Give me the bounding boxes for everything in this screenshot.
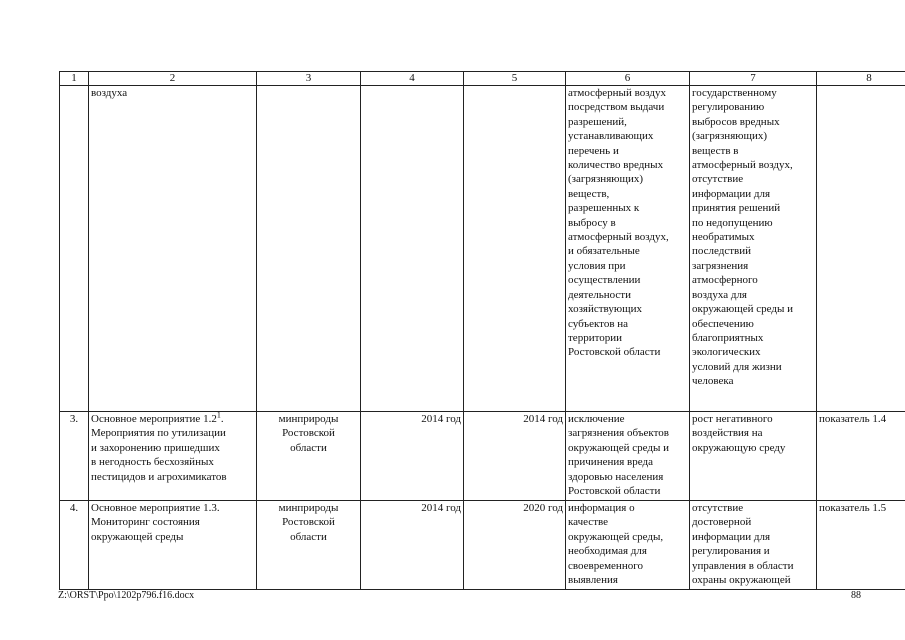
col-header: 7 [690, 72, 817, 86]
col-header: 5 [464, 72, 566, 86]
expected-result: атмосферный воздух посредством выдачи разрешений, устанавливающих перечень и количество вредных (загрязняющих) веществ, разрешенных к выбросу в атмосферный воздух, и обязательные условия при осуществлении деятельности хозяйствующих субъектов на территории Ростовской области [566, 86, 690, 412]
measure-title: Основное мероприятие 1.2 [91, 413, 217, 425]
col-header: 6 [566, 72, 690, 86]
end-year: 2014 год [464, 412, 566, 501]
measure-name: воздуха [89, 86, 257, 412]
expected-result: информация о качестве окружающей среды, необходимая для своевременного выявления [566, 501, 690, 590]
row-number: 3. [60, 412, 89, 501]
col-header: 8 [817, 72, 905, 86]
table-row [60, 86, 905, 412]
indicator-link: показатель 1.4 [817, 412, 905, 501]
indicator-link: показатель 1.5 [817, 501, 905, 590]
start-year [361, 86, 464, 412]
measure-name [89, 412, 257, 501]
row-number [60, 86, 89, 412]
col-header: 3 [257, 72, 361, 86]
table-row [60, 501, 905, 590]
end-year: 2020 год [464, 501, 566, 590]
col-header: 1 [60, 72, 89, 86]
indicator-link [817, 86, 905, 412]
responsible-executor: минприроды Ростовской области [257, 412, 361, 501]
footer-file-path: Z:\ORST\Ppo\1202p796.f16.docx [58, 590, 195, 601]
col-header: 4 [361, 72, 464, 86]
col-header: 2 [89, 72, 257, 86]
non-implementation-consequences: государственному регулированию выбросов вредных (загрязняющих) веществ в атмосферный воздух, отсутствие информации для принятия решений по недопущению необратимых последствий загрязнения атмосферного воздуха для окружающей среды и обеспечению благоприятных экологических условий для жизни человека [690, 86, 817, 412]
row-number: 4. [60, 501, 89, 590]
measure-name: Основное мероприятие 1.3. Мониторинг состояния окружающей среды [89, 501, 257, 590]
end-year [464, 86, 566, 412]
measures-table [59, 71, 905, 590]
footnote-mark: 1 [216, 410, 221, 420]
responsible-executor [257, 86, 361, 412]
start-year: 2014 год [361, 412, 464, 501]
column-number-row [60, 72, 905, 86]
footer-page-number: 88 [851, 590, 861, 601]
table-row [60, 412, 905, 501]
responsible-executor: минприроды Ростовской области [257, 501, 361, 590]
non-implementation-consequences: рост негативного воздействия на окружающую среду [690, 412, 817, 501]
expected-result: исключение загрязнения объектов окружающей среды и причинения вреда здоровью населения Ростовской области [566, 412, 690, 501]
non-implementation-consequences: отсутствие достоверной информации для регулирования и управления в области охраны окружающей [690, 501, 817, 590]
start-year: 2014 год [361, 501, 464, 590]
measure-description: . Мероприятия по утилизации и захоронению пришедших в негодность бесхозяйных пестицидов и агрохимикатов [91, 413, 227, 483]
